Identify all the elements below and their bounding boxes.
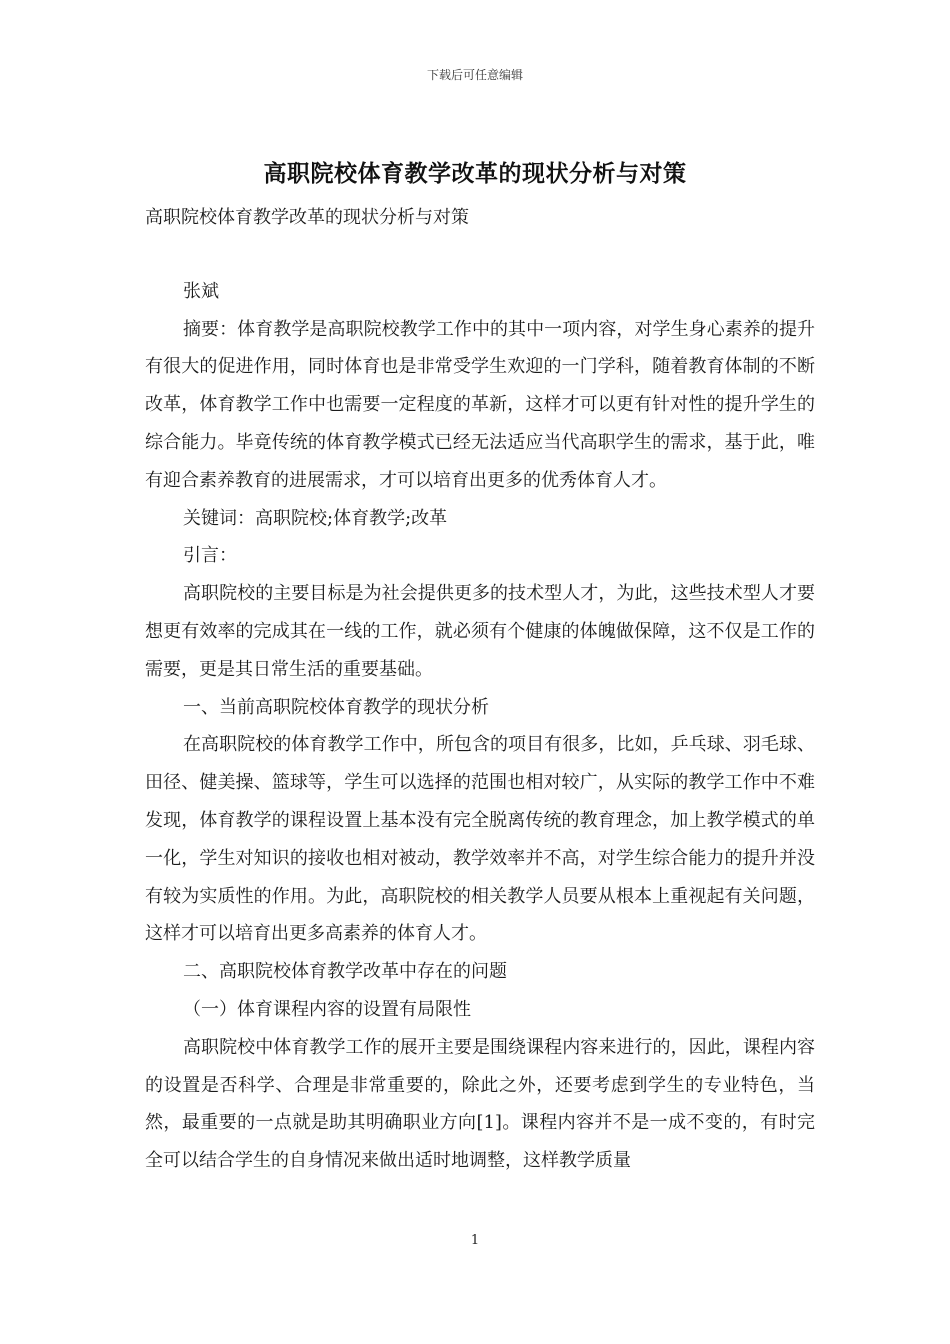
author-name: 张斌 <box>183 280 219 302</box>
blank-line <box>145 237 815 273</box>
header-note: 下载后可任意编辑 <box>426 68 523 82</box>
section1-heading: 一、当前高职院校体育教学的现状分析 <box>183 696 489 718</box>
abstract-paragraph: 摘要：体育教学是高职院校教学工作中的其中一项内容，对学生身心素养的提升有很大的促进作用，同时体育也是非常受学生欢迎的一门学科，随着教育体制的不断改革，体育教学工作中也需要一定程度的革新，这样才可以更有针对性的提升学生的综合能力。毕竟传统的体育教学模式已经无法适应当代高职学生的需求，基于此，唯有迎合素养教育的进展需求，才可以培育出更多的优秀体育人才。 <box>145 318 815 491</box>
keywords-line: 关键词：高职院校;体育教学;改革 <box>183 507 448 529</box>
document-title: 高职院校体育教学改革的现状分析与对策 <box>263 160 687 187</box>
document-subtitle: 高职院校体育教学改革的现状分析与对策 <box>145 207 469 228</box>
page-number: 1 <box>470 1233 480 1248</box>
document-body <box>145 199 815 1180</box>
intro-heading: 引言： <box>183 545 237 567</box>
intro-paragraph: 高职院校的主要目标是为社会提供更多的技术型人才，为此，这些技术型人才要想更有效率的完成其在一线的工作，就必须有个健康的体魄做保障，这不仅是工作的需要，更是其日常生活的重要基础。 <box>145 583 815 680</box>
section1-paragraph: 在高职院校的体育教学工作中，所包含的项目有很多，比如，乒乓球、羽毛球、田径、健美操、篮球等，学生可以选择的范围也相对较广，从实际的教学工作中不难发现，体育教学的课程设置上基本没有完全脱离传统的教育理念，加上教学模式的单一化，学生对知识的接收也相对被动，教学效率并不高，对学生综合能力的提升并没有较为实质性的作用。为此，高职院校的相关教学人员要从根本上重视起有关问题，这样才可以培育出更多高素养的体育人才。 <box>145 734 815 945</box>
section2-sub1-paragraph: 高职院校中体育教学工作的展开主要是围绕课程内容来进行的，因此，课程内容的设置是否科学、合理是非常重要的，除此之外，还要考虑到学生的专业特色，当然，最重要的一点就是助其明确职业方向[1]。课程内容并不是一成不变的，有时完全可以结合学生的自身情况来做出适时地调整，这样教学质量 <box>145 1036 815 1172</box>
section2-sub1-heading: （一）体育课程内容的设置有局限性 <box>183 998 471 1020</box>
section2-heading: 二、高职院校体育教学改革中存在的问题 <box>183 961 507 983</box>
